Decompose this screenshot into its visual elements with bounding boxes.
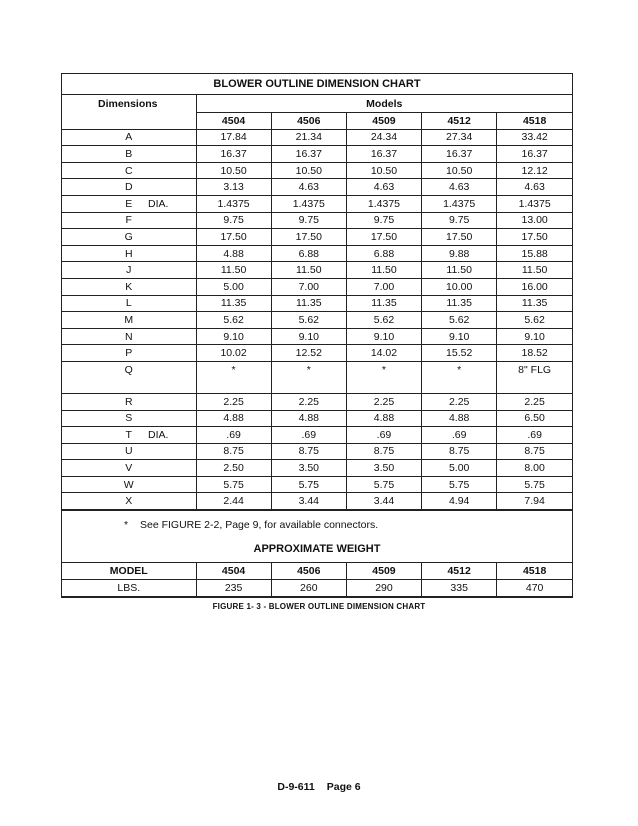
dimension-value: 4.63 [497, 179, 572, 196]
dimension-letter: R [124, 395, 133, 408]
doc-number: D-9-611 [277, 781, 315, 793]
dimension-value: 16.37 [346, 146, 421, 163]
dimension-value: 13.00 [497, 212, 572, 229]
dimension-value: 16.37 [271, 146, 346, 163]
dimension-value: 10.00 [422, 278, 497, 295]
dimension-value: 9.10 [422, 328, 497, 345]
dimension-label [62, 245, 196, 262]
connector-note [62, 510, 572, 562]
dimension-value: * [271, 361, 346, 393]
weight-table [62, 562, 572, 597]
dimension-value: 10.50 [346, 162, 421, 179]
dimension-value: 11.35 [497, 295, 572, 312]
dimension-value: 8.00 [497, 460, 572, 477]
dimension-value: 11.35 [271, 295, 346, 312]
table-row [62, 229, 572, 246]
dimension-value: 4.94 [422, 493, 497, 510]
dimension-value: 4.63 [346, 179, 421, 196]
weight-value: 290 [346, 580, 421, 597]
dimension-value: 1.4375 [346, 195, 421, 212]
dimension-value: 9.75 [196, 212, 271, 229]
table-row [62, 328, 572, 345]
figure-caption: FIGURE 1- 3 - BLOWER OUTLINE DIMENSION CHART [212, 602, 426, 611]
dimension-value: 9.10 [196, 328, 271, 345]
dimension-value: 5.62 [346, 312, 421, 329]
dimension-value: 8" FLG [497, 361, 572, 393]
table-row [62, 146, 572, 163]
dimension-value: 5.62 [422, 312, 497, 329]
dimension-value: .69 [346, 427, 421, 444]
dimension-value: 3.50 [346, 460, 421, 477]
dimension-value: 7.94 [497, 493, 572, 510]
model-header-4512: 4512 [422, 113, 497, 130]
dimension-value: 5.75 [422, 476, 497, 493]
table-row [62, 278, 572, 295]
table-row [62, 393, 572, 410]
dimension-chart [61, 73, 573, 598]
dimension-value: 3.44 [271, 493, 346, 510]
table-row [62, 245, 572, 262]
dimension-value: 4.88 [422, 410, 497, 427]
weight-model-4518: 4518 [497, 563, 572, 580]
dimension-value: .69 [271, 427, 346, 444]
dimension-value: 10.50 [271, 162, 346, 179]
table-row [62, 295, 572, 312]
dimension-value: 9.75 [271, 212, 346, 229]
dimensions-header-spacer [62, 113, 196, 130]
weight-model-4512: 4512 [422, 563, 497, 580]
dimension-value: 9.75 [346, 212, 421, 229]
weight-value: 335 [422, 580, 497, 597]
dimension-value: 2.25 [422, 393, 497, 410]
dimension-value: 1.4375 [497, 195, 572, 212]
table-row [62, 443, 572, 460]
page-number: Page 6 [326, 781, 361, 793]
model-header-4506: 4506 [271, 113, 346, 130]
weight-model-label: MODEL [62, 563, 196, 580]
dimension-value: 11.50 [497, 262, 572, 279]
dimension-letter: N [124, 330, 133, 343]
dimension-value: 1.4375 [196, 195, 271, 212]
model-header-4504: 4504 [196, 113, 271, 130]
dimension-value: 4.63 [271, 179, 346, 196]
dimension-value: 11.35 [422, 295, 497, 312]
dimension-value: 3.50 [271, 460, 346, 477]
dimension-value: 9.10 [497, 328, 572, 345]
dimension-label [62, 493, 196, 510]
dimension-label [62, 443, 196, 460]
dimension-value: 17.50 [422, 229, 497, 246]
dimension-value: 5.62 [196, 312, 271, 329]
dimension-value: 4.88 [196, 245, 271, 262]
dimension-value: 16.37 [196, 146, 271, 163]
dimension-value: 15.88 [497, 245, 572, 262]
dimension-letter: F [125, 214, 132, 227]
table-row [62, 162, 572, 179]
dimension-label [62, 262, 196, 279]
dimension-label [62, 410, 196, 427]
dimension-value: 17.50 [196, 229, 271, 246]
dimension-label [62, 476, 196, 493]
table-row [62, 129, 572, 146]
table-row [62, 410, 572, 427]
dimension-label [62, 229, 196, 246]
weight-title: APPROXIMATE WEIGHT [253, 543, 381, 556]
model-header-4518: 4518 [497, 113, 572, 130]
model-header-4509: 4509 [346, 113, 421, 130]
dimension-label [62, 179, 196, 196]
dimension-value: 10.50 [196, 162, 271, 179]
dimension-letter: B [125, 147, 133, 160]
dimension-value: 12.12 [497, 162, 572, 179]
table-row [62, 179, 572, 196]
dimension-value: 8.75 [271, 443, 346, 460]
dimension-value: 33.42 [497, 129, 572, 146]
dimension-value: 11.50 [271, 262, 346, 279]
dimension-label [62, 212, 196, 229]
dimension-value: 17.50 [271, 229, 346, 246]
dimension-value: 4.88 [271, 410, 346, 427]
dimension-value: .69 [196, 427, 271, 444]
dimension-value: 4.63 [422, 179, 497, 196]
dimension-label [62, 361, 196, 393]
dimension-letter: E [125, 197, 133, 210]
dimension-table [62, 74, 572, 510]
dimension-value: 16.37 [422, 146, 497, 163]
dimension-value: 5.75 [271, 476, 346, 493]
dimension-value: 11.50 [346, 262, 421, 279]
dimension-value: 4.88 [346, 410, 421, 427]
dimension-value: 8.75 [196, 443, 271, 460]
table-row [62, 427, 572, 444]
dimension-letter: P [125, 347, 133, 360]
dimension-label [62, 295, 196, 312]
weight-unit-label: LBS. [62, 580, 196, 597]
dimension-value: 2.25 [346, 393, 421, 410]
dimension-value: 11.50 [196, 262, 271, 279]
dimension-letter: J [126, 264, 132, 277]
table-row [62, 195, 572, 212]
dimension-value: 8.75 [422, 443, 497, 460]
table-row [62, 476, 572, 493]
dimension-letter: L [125, 297, 132, 310]
dimension-value: 2.25 [271, 393, 346, 410]
weight-header-row [62, 563, 572, 580]
dimension-value: 5.75 [346, 476, 421, 493]
table-row [62, 493, 572, 510]
dimension-value: * [346, 361, 421, 393]
dimension-label [62, 328, 196, 345]
dimension-value: 12.52 [271, 345, 346, 362]
dimension-value: 2.25 [196, 393, 271, 410]
dimension-value: 5.00 [422, 460, 497, 477]
dimension-value: 10.50 [422, 162, 497, 179]
weight-value: 235 [196, 580, 271, 597]
dimension-value: 3.44 [346, 493, 421, 510]
page-footer [0, 781, 638, 793]
dimension-label [62, 427, 196, 444]
dimension-value: 6.88 [271, 245, 346, 262]
dimension-value: 7.00 [271, 278, 346, 295]
dimension-value: 14.02 [346, 345, 421, 362]
dimension-letter: H [124, 247, 133, 260]
dimension-value: .69 [497, 427, 572, 444]
dimension-letter: D [124, 181, 133, 194]
dimension-value: 16.00 [497, 278, 572, 295]
dimension-value: 3.13 [196, 179, 271, 196]
dimension-value: 16.37 [497, 146, 572, 163]
dimension-value: 8.75 [346, 443, 421, 460]
dimension-value: .69 [422, 427, 497, 444]
model-header-row [62, 113, 572, 130]
dimension-value: 5.62 [497, 312, 572, 329]
dimension-label [62, 460, 196, 477]
dimension-value: 5.75 [497, 476, 572, 493]
dimension-letter: S [125, 412, 133, 425]
table-row [62, 262, 572, 279]
dimension-value: 17.84 [196, 129, 271, 146]
dimension-label [62, 278, 196, 295]
dimension-value: 21.34 [271, 129, 346, 146]
dimension-value: 7.00 [346, 278, 421, 295]
dimension-letter: X [125, 495, 133, 508]
dimension-letter: A [125, 131, 133, 144]
dimension-value: 8.75 [497, 443, 572, 460]
chart-title: BLOWER OUTLINE DIMENSION CHART [62, 74, 572, 95]
dimension-label [62, 312, 196, 329]
table-row [62, 312, 572, 329]
dimension-value: 9.10 [271, 328, 346, 345]
dimension-label [62, 129, 196, 146]
dimension-value: 2.50 [196, 460, 271, 477]
dimension-label [62, 345, 196, 362]
dimension-value: * [196, 361, 271, 393]
weight-value: 260 [271, 580, 346, 597]
note-text: See FIGURE 2-2, Page 9, for available connectors. [140, 519, 379, 532]
dimension-value: 9.75 [422, 212, 497, 229]
dimension-suffix: DIA. [148, 197, 169, 210]
dimension-value: 1.4375 [422, 195, 497, 212]
dimension-letter: Q [124, 363, 133, 376]
dimension-value: 5.75 [196, 476, 271, 493]
dimension-letter: V [125, 462, 133, 475]
dimension-value: 6.88 [346, 245, 421, 262]
dimension-value: 4.88 [196, 410, 271, 427]
dimension-value: 5.00 [196, 278, 271, 295]
dimension-value: 27.34 [422, 129, 497, 146]
dimension-letter: C [124, 164, 133, 177]
dimension-value: 9.88 [422, 245, 497, 262]
models-header: Models [196, 95, 572, 113]
dimension-value: 15.52 [422, 345, 497, 362]
dimension-value: 18.52 [497, 345, 572, 362]
dimension-letter: M [124, 313, 134, 326]
dimension-value: 24.34 [346, 129, 421, 146]
dimension-value: 17.50 [346, 229, 421, 246]
table-row [62, 345, 572, 362]
weight-value: 470 [497, 580, 572, 597]
weight-model-4506: 4506 [271, 563, 346, 580]
dimension-value: 5.62 [271, 312, 346, 329]
dimension-value: 17.50 [497, 229, 572, 246]
dimension-letter: K [125, 280, 133, 293]
dimension-label [62, 146, 196, 163]
dimension-letter: G [124, 230, 133, 243]
dimension-value: 11.35 [196, 295, 271, 312]
dimension-label [62, 162, 196, 179]
table-row [62, 361, 572, 393]
dimension-label [62, 195, 196, 212]
table-row [62, 212, 572, 229]
dimension-value: 2.44 [196, 493, 271, 510]
dimension-value: 11.50 [422, 262, 497, 279]
dimension-letter: T [125, 428, 132, 441]
weight-model-4509: 4509 [346, 563, 421, 580]
dimension-value: 2.25 [497, 393, 572, 410]
weight-values-row [62, 580, 572, 597]
dimension-rows [62, 129, 572, 509]
dimension-value: 11.35 [346, 295, 421, 312]
dimension-value: 10.02 [196, 345, 271, 362]
dimension-value: 9.10 [346, 328, 421, 345]
note-asterisk: * [124, 519, 129, 532]
dimension-label [62, 393, 196, 410]
table-row [62, 460, 572, 477]
dimension-suffix: DIA. [148, 428, 169, 441]
dimension-value: * [422, 361, 497, 393]
dimension-letter: U [124, 445, 133, 458]
dimension-value: 1.4375 [271, 195, 346, 212]
weight-model-4504: 4504 [196, 563, 271, 580]
dimensions-header: Dimensions [62, 95, 196, 113]
dimension-value: 6.50 [497, 410, 572, 427]
dimension-letter: W [123, 478, 134, 491]
